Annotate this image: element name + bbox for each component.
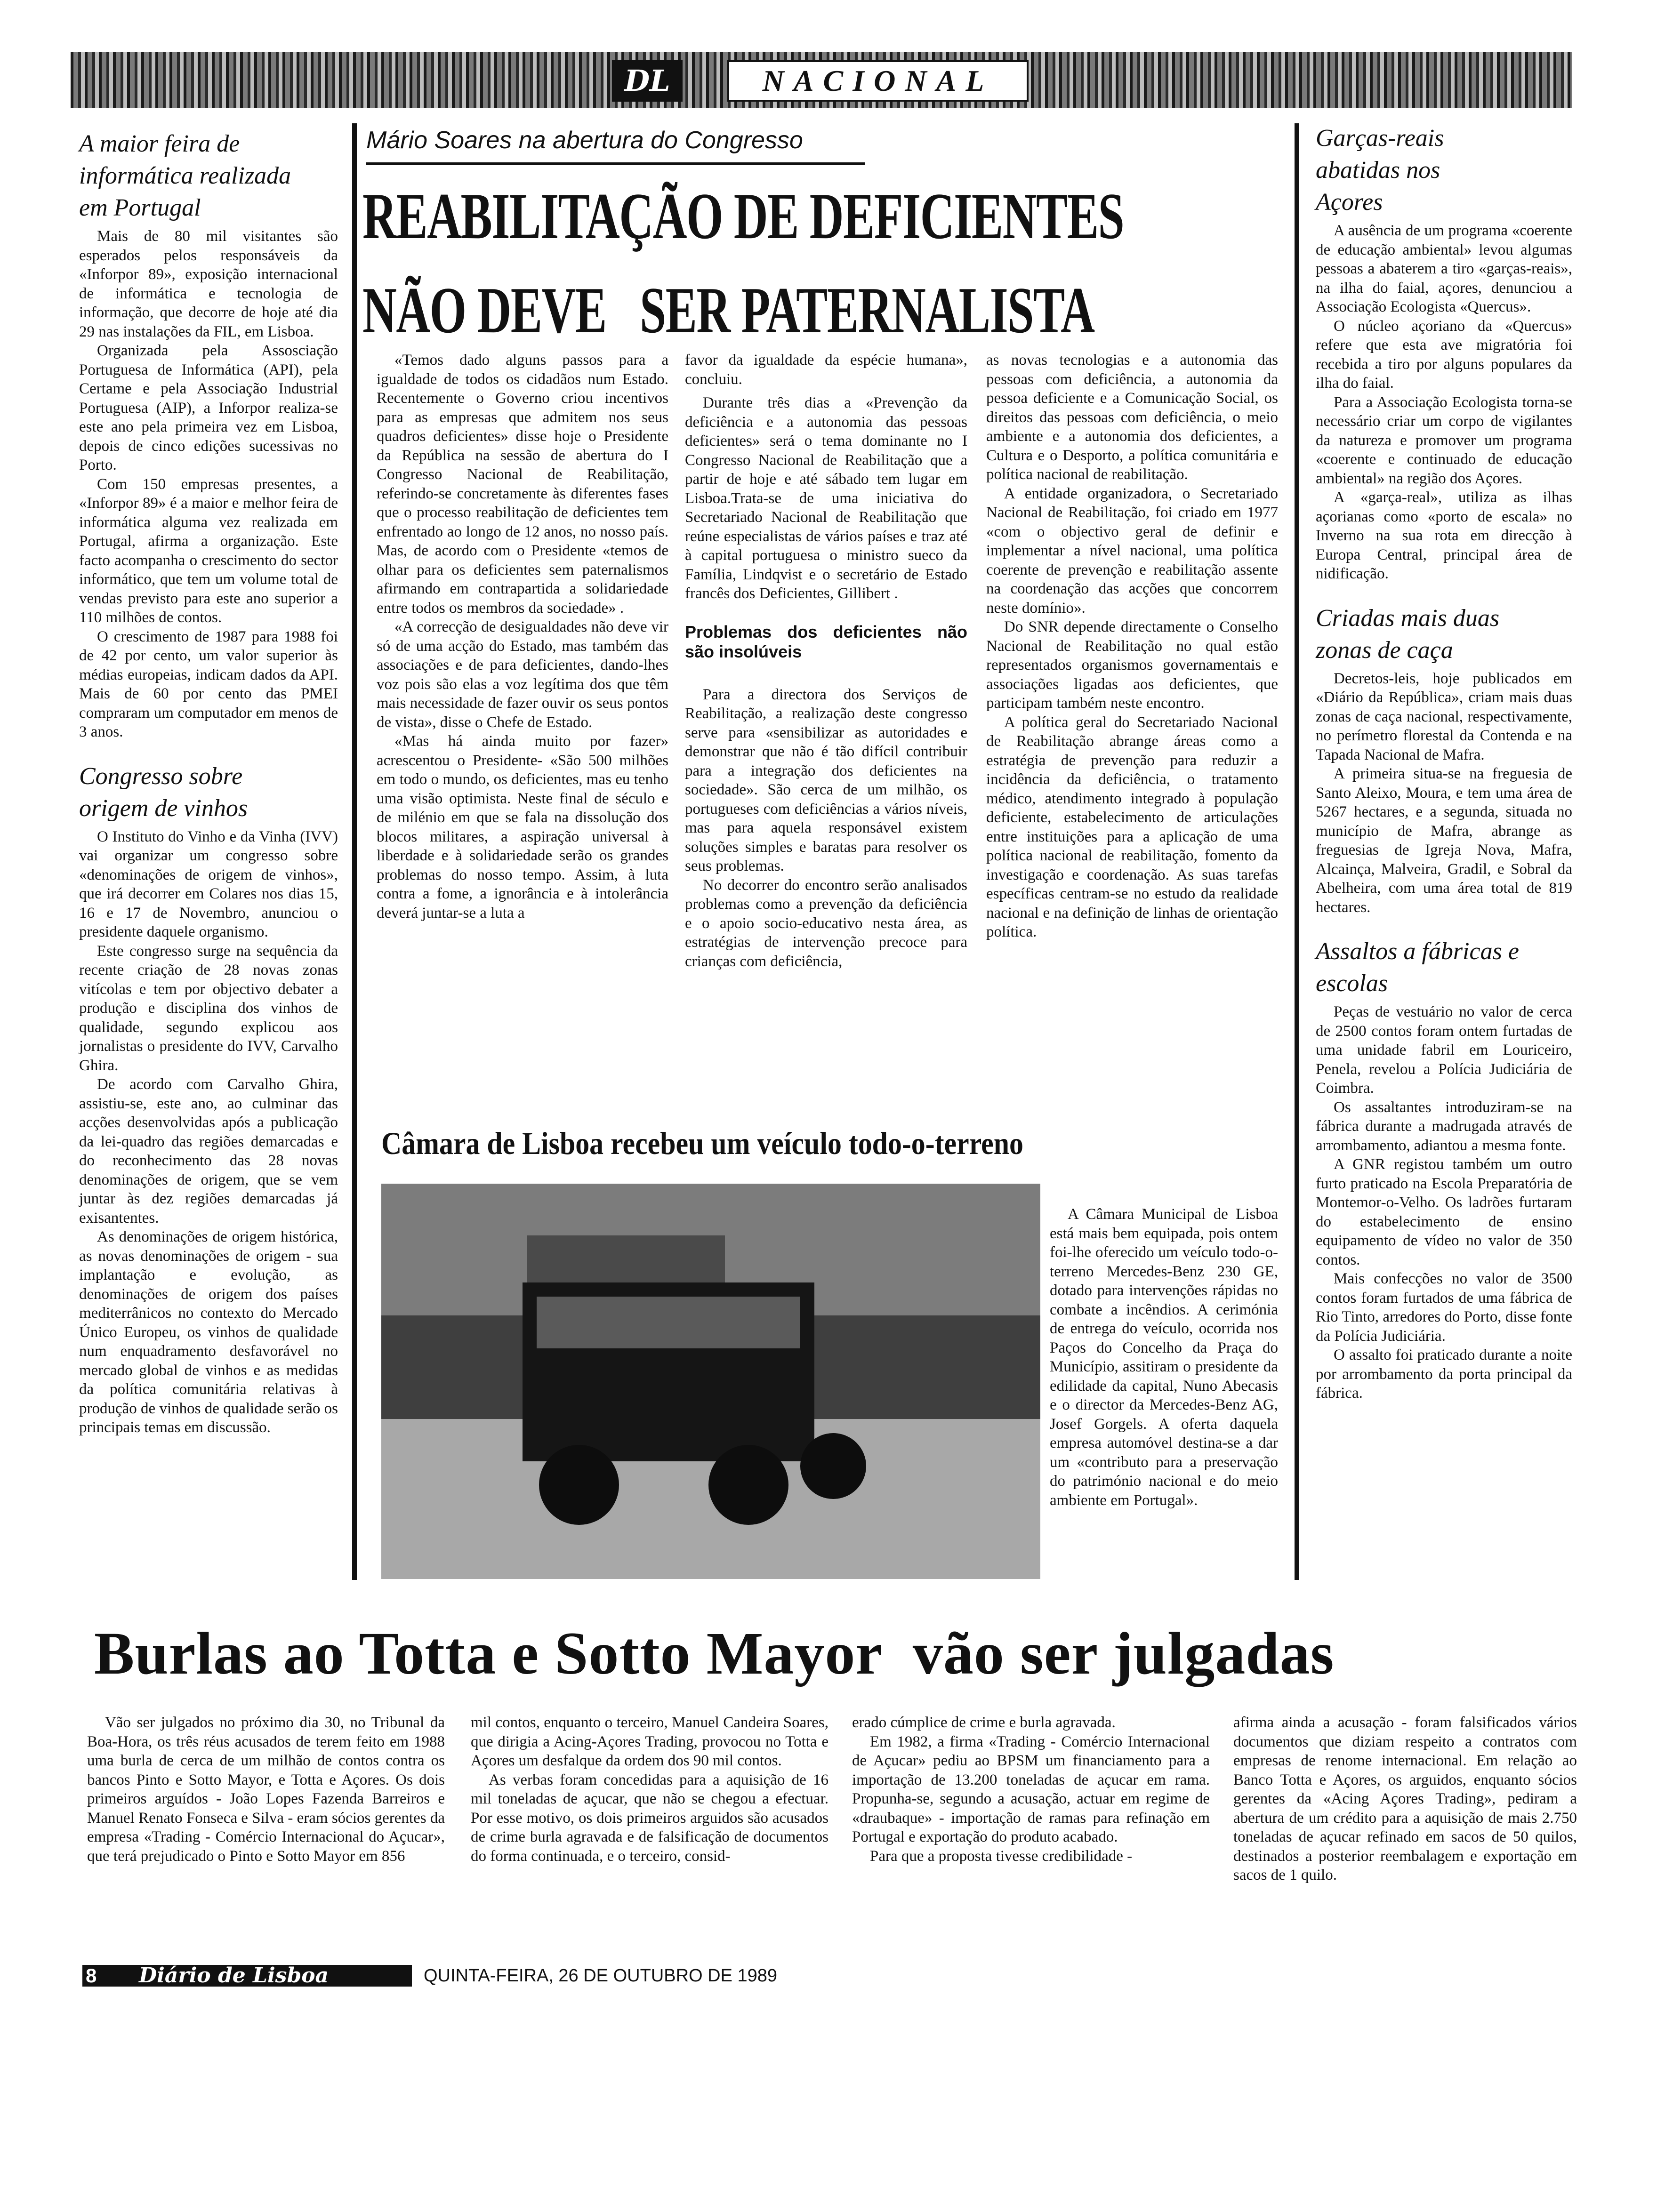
paragraph: Em 1982, a firma «Trading - Comércio Internacional de Açucar» pediu ao BPSM um financiamento para a importação de 13.200 toneladas de açucar em rama. Propunha-se, segundo a acusação, actuar em regime de «draubaque» - importação de ramas para refinação em Portugal e exportação do produto acabado. [852, 1733, 1210, 1845]
camara-article-body [1050, 1205, 1278, 1510]
paragraph: A «garça-real», utiliza as ilhas açorianas como «porto de escala» no Inverno na sua rota em direcção à Europa Central, principal área de nidificação. [1316, 489, 1572, 582]
paragraph: Os assaltantes introduziram-se na fábrica durante a madrugada através de arrombamento, adiantou a mesma fonte. [1316, 1098, 1572, 1154]
main-article-col3 [986, 351, 1278, 942]
newspaper-name: Diário de Lisboa [139, 1964, 329, 1988]
article-body [1316, 221, 1572, 584]
paragraph: afirma ainda a acusação - foram falsificados vários documentos que diziam respeito a contratos com empresas de renome internacional. Em relação ao Banco Totta e Açores, os arguidos, enquanto sócios gerentes da «Acing Açores Trading», pediram a abertura de um crédito para a aquisição de mais 2.750 toneladas de açucar refinado em sacos de 50 quilos, destinados a posterior reembalagem e exportação em sacos de 1 quilo. [1233, 1714, 1577, 1883]
article-body [79, 227, 338, 742]
paragraph: A GNR registou também um outro furto praticado na Escola Preparatória de Montemor-o-Velho. Os ladrões furtaram do estabelecimento de ensino equipamento de vídeo no valor de 350 contos. [1316, 1156, 1572, 1268]
article-title: Assaltos a fábricas e escolas [1316, 938, 1519, 997]
camara-headline: Câmara de Lisboa recebeu um veículo todo-o-terreno [381, 1125, 1023, 1161]
burlas-col4 [1233, 1713, 1577, 1885]
paragraph: Do SNR depende directamente o Conselho Nacional de Reabilitação no qual estão representados organismos governamentais e associações ligadas aos deficientes, que participam também neste encontro. [986, 618, 1278, 712]
article-body [1316, 669, 1572, 917]
paragraph: As verbas foram concedidas para a aquisição de 16 mil toneladas de açucar, que não se chegou a efectuar. Por esse motivo, os dois primeiros arguidos são acusados de crime burla agravada e de falsificação de documentos do forma continuada, e o terceiro, consid- [471, 1771, 828, 1865]
burlas-headline: Burlas ao Totta e Sotto Mayor vão ser julgadas [94, 1620, 1335, 1687]
paragraph: As denominações de origem histórica, as novas denominações de origem - sua implantação e evolução, as denominações de origem dos países mediterrânicos no contexto do Mercado Único Europeu, os vinhos de qualidade num enquadramento desfavorável no mercado global de vinhos e as medidas da política comunitária relativas à produção de vinhos de qualidade serão os principais temas em discussão. [79, 1228, 338, 1436]
paragraph: Para a Associação Ecologista torna-se necessário criar um corpo de vigilantes da natureza e promover um programa «coerente e continuado de educação ambiental» na região dos Açores. [1316, 393, 1572, 487]
paragraph: «Mas há ainda muito por fazer» acrescentou o Presidente- «São 500 milhões em todo o mundo, os deficientes, mas eu tenho uma visão optimista. Neste final de século e de milénio em que se fala na dissolução dos blocos militares, a aspiração universal à liberdade e à solidariedade serão os grandes problemas do nosso tempo. Assim, à luta contra a fome, a ignorância e à intolerância deverá juntar-se a luta a [377, 733, 668, 922]
paragraph: A primeira situa-se na freguesia de Santo Aleixo, Moura, e tem uma área de 5267 hectares, e a segunda, situada no município de Mafra, abrange as freguesias de Igreja Nova, Mafra, Alcainça, Malveira, Gradil, e Sobral da Abelheira, com uma área total de 819 hectares. [1316, 765, 1572, 916]
article-title: A maior feira de informática realizada em Portugal [79, 130, 291, 221]
paragraph: O crescimento de 1987 para 1988 foi de 42 por cento, um valor superior às médias europeias, indicam dados da API. Mais de 60 por cento das PMEI compraram um computador em menos de 3 anos. [79, 628, 338, 740]
paragraph: Para que a proposta tivesse credibilidade - [870, 1847, 1133, 1865]
paragraph: Mais de 80 mil visitantes são esperados pelos responsáveis da «Inforpor 89», exposição internacional de informática e tecnologia de informação, que decorre de hoje até dia 29 nas instalações da FIL, em Lisboa. [79, 228, 338, 340]
issue-date: QUINTA-FEIRA, 26 DE OUTUBRO DE 1989 [424, 1966, 778, 1986]
paragraph: A entidade organizadora, o Secretariado Nacional de Reabilitação, foi criado em 1977 «com o objectivo geral de definir e implementar a nível nacional, uma política coerente de prevenção e reabilitação assente na coordenação das acções que concorrem neste domínio». [986, 485, 1278, 617]
paragraph: A ausência de um programa «coerente de educação ambiental» levou algumas pessoas a abaterem a tiro «garças-reais», na ilha do faial, açores, denunciou a Associação Ecologista «Quercus». [1316, 222, 1572, 315]
paragraph: favor da igualdade da espécie humana», concluiu. [685, 352, 967, 388]
main-article-col1 [377, 351, 668, 922]
headline-line: NÃO DEVE SER PATERNALISTA [362, 274, 1094, 347]
vehicle-photo [381, 1184, 1040, 1579]
article-title: Congresso sobre origem de vinhos [79, 762, 248, 822]
paragraph: Com 150 empresas presentes, a «Inforpor 89» é a maior e melhor feira de informática alguma vez realizada em Portugal, afirma a organização. Este facto acompanha o crescimento do sector informático, que tem um volume total de vendas previsto para este ano superior a 110 milhões de contos. [79, 475, 338, 626]
paragraph: «A correcção de desigualdades não deve vir só de uma acção do Estado, mas também das associações e de para deficientes, dando-lhes voz pois são elas a voz legítima dos que têm mais necessidade de fazer ouvir os seus pontos de vista», disse o Chefe de Estado. [377, 618, 668, 731]
article-kicker: Mário Soares na abertura do Congresso [366, 127, 803, 154]
article-body [1316, 1002, 1572, 1403]
main-headline [362, 169, 1124, 358]
burlas-col1 [87, 1713, 445, 1866]
column-rule-left [352, 123, 357, 1580]
left-column [79, 128, 338, 1437]
paragraph: A Câmara Municipal de Lisboa está mais bem equipada, pois ontem foi-lhe oferecido um veículo todo-o-terreno Mercedes-Benz 230 GE, dotado para intervenções rápidas no combate a incêndios. A cerimónia de entrega do veículo, ocorrida nos Paços do Concelho da Praça do Município, assitiram o presidente da edilidade da capital, Nuno Abecasis e o director da Mercedes-Benz AG, Josef Gorgels. A oferta daquela empresa automóvel destina-se a dar um «contributo para a preservação do património nacional e do meio ambiente em Portugal». [1050, 1206, 1278, 1509]
burlas-col2 [471, 1713, 828, 1866]
paragraph: Decretos-leis, hoje publicados em «Diário da República», criam mais duas zonas de caça nacional, respectivamente, no perímetro florestal da Contenda e na Tapada Nacional de Mafra. [1316, 670, 1572, 763]
paragraph: No decorrer do encontro serão analisados problemas como a prevenção da deficiência e o apoio socio-educativo nesta área, as estratégias de intervenção precoce para crianças com deficiência, [685, 876, 967, 970]
article-body [79, 827, 338, 1437]
paragraph: A política geral do Secretariado Nacional de Reabilitação abrange áreas como a estratégia de prevenção para reduzir a incidência da deficiência, o tratamento médico, atendimento integrado à população deficiente, estabelecimento de articulações entre instituições para a aplicação de uma política nacional de reabilitação, fomento da investigação e coordenação. As suas tarefas específicas centram-se no estudo da realidade nacional e na definição de linhas de orientação política. [986, 713, 1278, 940]
paragraph: Mais confecções no valor de 3500 contos foram furtados de uma fábrica de Rio Tinto, arredores do Porto, disse fonte da Polícia Judiciária. [1316, 1270, 1572, 1345]
paragraph: as novas tecnologias e a autonomia das pessoas com deficiência, a autonomia da pessoa deficiente e a Comunicação Social, os direitos das pessoas com deficiência, o meio ambiente e a autonomia dos deficientes, a Cultura e o Desporto, a política comunitária e política nacional de reabilitação. [986, 352, 1278, 483]
headline-line: REABILITAÇÃO DE DEFICIENTES [362, 180, 1124, 253]
article-title: Criadas mais duas zonas de caça [1316, 604, 1500, 664]
paragraph: Peças de vestuário no valor de cerca de 2500 contos foram ontem furtadas de uma unidade fabril em Louriceiro, Penela, revelou a Polícia Judiciária de Coimbra. [1316, 1003, 1572, 1097]
paragraph: O Instituto do Vinho e da Vinha (IVV) vai organizar um congresso sobre «denominações de origem de vinhos», que irá decorrer em Colares nos dias 15, 16 e 17 de Novembro, anunciou o presidente daquele organismo. [79, 828, 338, 940]
burlas-col3 [852, 1713, 1210, 1866]
right-column [1316, 122, 1572, 1403]
paragraph: O assalto foi praticado durante a noite por arrombamento da porta principal da fábrica. [1316, 1346, 1572, 1402]
paragraph: De acordo com Carvalho Ghira, assistiu-se, este ano, ao culminar das acções desenvolvidas após a publicação da lei-quadro das regiões demarcadas e do reconhecimento das 28 novas denominações de origem, que se vem juntar às dez regiões demarcadas já exisantentes. [79, 1076, 338, 1226]
paragraph: Vão ser julgados no próximo dia 30, no Tribunal da Boa-Hora, os três réus acusados de terem feito em 1988 uma burla de cerca de um milhão de contos contra os bancos Pinto e Sotto Mayor, e Totta e Açores. Os dois primeiros arguídos - João Lopes Fazenda Barreiros e Manuel Renato Fonseca e Silva - eram sócios gerentes da empresa «Trading - Comércio Internacional do Açucar», que terá prejudicado o Pinto e Sotto Mayor em 856 [87, 1714, 445, 1865]
paragraph: «Temos dado alguns passos para a igualdade de todos os cidadãos num Estado. Recentemente o Governo criou incentivos para as empresas que admitem nos seus quadros deficientes» disse hoje o Presidente da República na sessão de abertura do I Congresso Nacional de Reabilitação, referindo-se concretamente às diferentes fases que o processo reabilitação de deficientes tem enfrentado ao longo de 12 anos, no nosso país. Mas, de acordo com o Presidente «temos de olhar para os deficientes sem paternalismos afirmando em contrapartida a solidariedade entre todos os membros da sociedade» . [377, 352, 668, 617]
column-rule-right [1295, 123, 1299, 1580]
vehicle-photo-icon [381, 1184, 1040, 1579]
paragraph: Este congresso surge na sequência da recente criação de 28 novas zonas vitícolas e tem por objectivo debater a produção e disciplina dos vinhos de qualidade, segundo explicou aos jornalistas o presidente do IVV, Carvalho Ghira. [79, 942, 338, 1074]
paragraph: Organizada pela Assosciação Portuguesa de Informática (API), pela Certame e pela Associação Industrial Portuguesa (AIP), a Inforpor realiza-se este ano pela primeira vez em Lisboa, depois de cinco edições sucessivas no Porto. [79, 342, 338, 473]
newspaper-logo: DL [612, 60, 683, 102]
paragraph: mil contos, enquanto o terceiro, Manuel Candeira Soares, que dirigia a Acing-Açores Trading, provocou no Totta e Açores um desfalque da ordem dos 90 mil contos. [471, 1714, 828, 1769]
section-title: NACIONAL [727, 60, 1029, 102]
paragraph: Durante três dias a «Prevenção da deficiência e a autonomia das pessoas deficientes» será o tema dominante no I Congresso Nacional de Reabilitação que a partir de hoje e até sábado tem lugar em Lisboa.Trata-se de uma iniciativa do Secretariado Nacional de Reabilitação que reúne especialistas de vários países e traz até à capital portuguesa o ministro sueco da Família, Lindqvist e o secretário de Estado francês dos Deficientes, Gillibert . [685, 394, 967, 602]
article-subhead: Problemas dos deficientes não são insolúveis [685, 622, 967, 661]
page-number: 8 [86, 1964, 97, 1987]
paragraph: O núcleo açoriano da «Quercus» refere que esta ave migratória foi recebida a tiro por alguns populares da ilha do faial. [1316, 317, 1572, 392]
paragraph: erado cúmplice de crime e burla agravada. [852, 1714, 1116, 1731]
article-title: Garças-reais abatidas nos Açores [1316, 125, 1444, 216]
main-article-col2 [685, 351, 967, 971]
paragraph: Para a directora dos Serviços de Reabilitação, a realização deste congresso serve para «sensibilizar as autoridades e demonstrar que não é tão difícil contribuir para a integração dos deficientes na sociedade». São cerca de um milhão, os portugueses com deficiências a vários níveis, mas para aquela responsável existem soluções simples e baratas para resolver os seus problemas. [685, 686, 967, 874]
kicker-rule [366, 162, 865, 165]
